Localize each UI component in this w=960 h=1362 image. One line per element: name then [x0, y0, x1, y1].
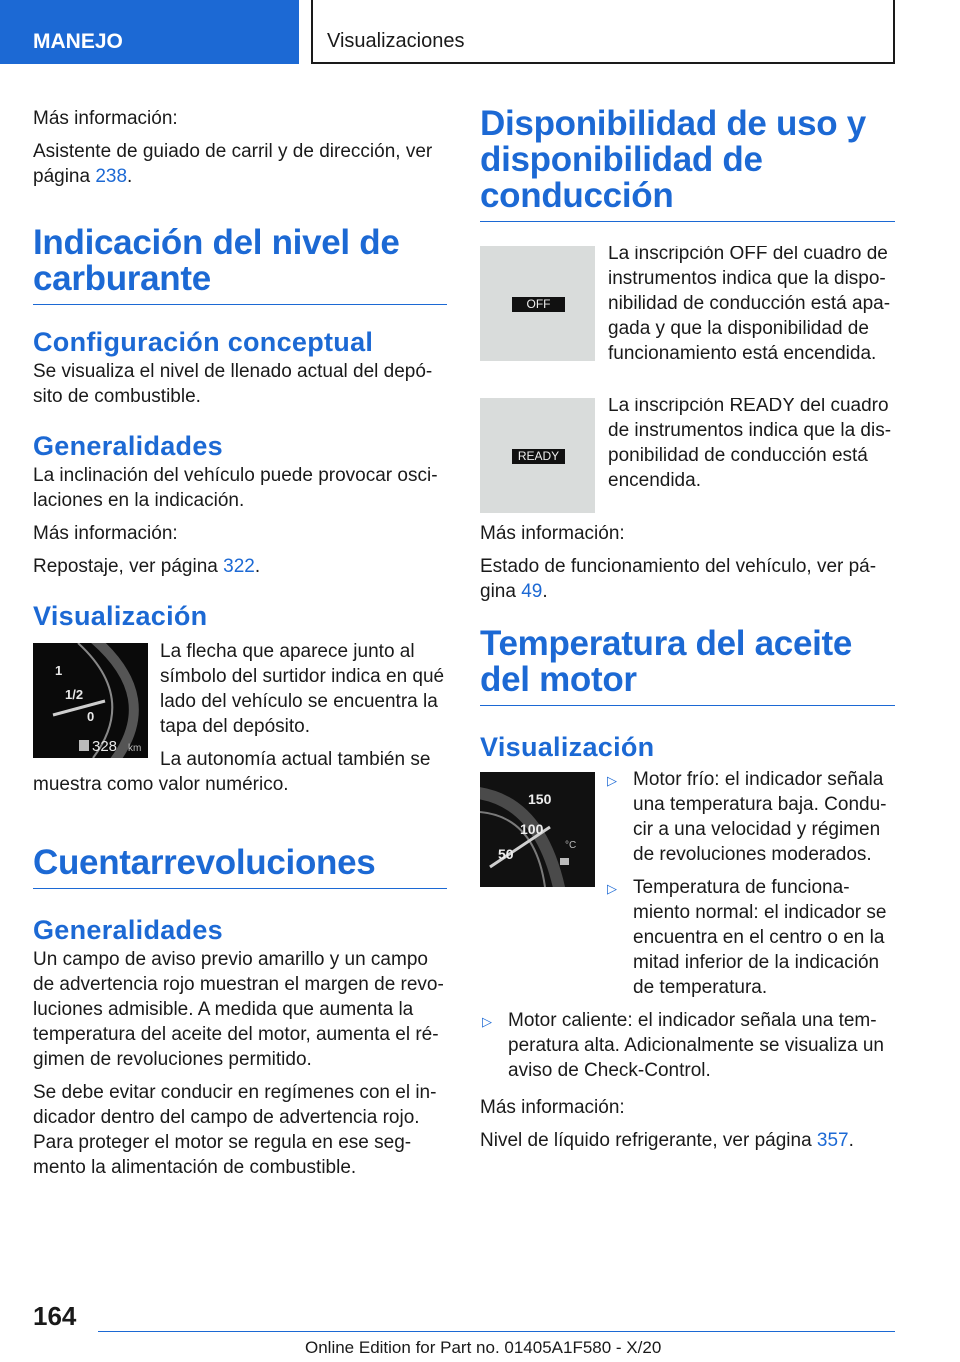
fuel-gauge-image — [33, 643, 148, 758]
off-indicator-image — [480, 246, 595, 361]
coolant-more-label: Más información: — [480, 1097, 625, 1118]
oil-unit: °C — [565, 840, 577, 851]
general-more-label: Más información: — [33, 523, 178, 544]
tachometer-heading: Cuentarrevoluciones — [33, 845, 447, 889]
state-more-text: Estado de funcionamiento del vehículo, ver pá-gina — [480, 556, 877, 602]
more-info-text: Asistente de guiado de carril y de dirección, ver página — [33, 141, 433, 187]
fuel-pump-icon — [79, 740, 89, 751]
tacho-text-1: Un campo de aviso previo amarillo y un campo de advertencia rojo muestran el margen de revo-luciones admisible. A medida que aumenta la temperatura del aceite del motor, aumenta el ré-gimen de revoluciones permitido. — [33, 949, 444, 1070]
general-heading: Generalidades — [33, 431, 223, 461]
display-text-1: La flecha que aparece junto al símbolo del surtidor indica en qué lado del vehículo se encuentra la tapa del depósito. — [160, 641, 445, 737]
bullet-cold-text: Motor frío: el indicador señala una temperatura baja. Condu-cir a una velocidad y régimen de revoluciones moderados. — [633, 770, 887, 865]
oil-gauge-graphic — [480, 772, 595, 887]
more-info-label: Más información: — [33, 108, 178, 129]
coolant-more-text: Nivel de líquido refrigerante, ver página — [480, 1130, 812, 1151]
off-block — [480, 246, 895, 374]
bullet-cold — [605, 770, 895, 867]
oil-can-icon — [560, 858, 569, 865]
state-more-ref: Estado de funcionamiento del vehículo, ver pá-gina 49. — [480, 556, 877, 602]
oil-label-low: 50 — [498, 846, 514, 862]
general-more-text: Repostaje, ver página — [33, 556, 218, 577]
footer-edition: Online Edition for Part no. 01405A1F580 - X/20 — [305, 1338, 662, 1357]
fuel-gauge-graphic — [33, 643, 148, 758]
fuel-range-value: 328 — [92, 738, 118, 755]
oil-label-high: 150 — [528, 791, 552, 807]
oil-display-heading: Visualización — [480, 732, 655, 762]
page-number: 164 — [33, 1301, 77, 1331]
bullet-hot-text: Motor caliente: el indicador señala una tem-peratura alta. Adicionalmente se visualiza un aviso de Check-Control. — [508, 1010, 885, 1081]
oil-temp-heading: Temperatura del aceite del motor — [480, 626, 895, 706]
footer-divider — [98, 1331, 895, 1332]
ready-text: La inscripción READY del cuadro de instrumentos indica que la dis-ponibilidad de conducción está encendida. — [608, 398, 892, 491]
page-link-357[interactable]: 357 — [816, 1130, 849, 1151]
fuel-label-empty: 0 — [87, 709, 95, 724]
more-info-ref: Asistente de guiado de carril y de dirección, ver página 238. — [33, 141, 433, 187]
page-link-322[interactable]: 322 — [223, 556, 255, 577]
left-column — [33, 106, 447, 1188]
oil-bullets-narrow — [605, 770, 895, 1008]
page-link-238[interactable]: 238 — [95, 166, 128, 187]
state-more-label: Más información: — [480, 523, 625, 544]
bullet-normal — [605, 875, 895, 1000]
tacho-general-heading: Generalidades — [33, 915, 223, 945]
fuel-range-unit: km — [128, 743, 142, 754]
fuel-label-full: 1 — [55, 663, 63, 678]
oil-gauge-image — [480, 772, 595, 887]
general-more-ref: Repostaje, ver página 322. — [33, 556, 261, 577]
off-badge: OFF — [512, 297, 565, 312]
right-column — [480, 106, 895, 1161]
oil-label-mid: 100 — [520, 821, 544, 837]
display-text-2: La autonomía actual también se muestra como valor numérico. — [33, 749, 431, 795]
tacho-text-2: Se debe evitar conducir en regímenes con el in-dicador dentro del campo de advertencia rojo. Para proteger el motor se regula en ese seg-mento la alimentación de combustible. — [33, 1082, 437, 1178]
concept-heading: Configuración conceptual — [33, 327, 374, 357]
ready-indicator-image — [480, 398, 595, 513]
coolant-more-ref: Nivel de líquido refrigerante, ver página 357. — [480, 1130, 854, 1151]
oil-block — [480, 770, 895, 1008]
chapter-title: Visualizaciones — [311, 0, 895, 64]
bullet-normal-text: Temperatura de funciona-miento normal: el indicador se encuentra en el centro o en la mitad inferior de la indicación de temperatura. — [633, 877, 887, 998]
section-tab[interactable]: MANEJO — [0, 0, 299, 64]
fuel-label-half: 1/2 — [65, 687, 84, 702]
ready-badge: READY — [512, 449, 565, 464]
page-link-49[interactable]: 49 — [521, 581, 543, 602]
concept-text: Se visualiza el nivel de llenado actual del depó-sito de combustible. — [33, 361, 433, 407]
availability-heading: Disponibilidad de uso y disponibilidad de conducción — [480, 106, 895, 222]
bullet-hot — [480, 1008, 895, 1083]
oil-bullets-wide — [480, 1008, 895, 1083]
ready-block — [480, 398, 895, 513]
triangle-bullet-icon: ▷ — [607, 773, 617, 788]
display-block — [33, 639, 447, 797]
triangle-bullet-icon: ▷ — [607, 881, 617, 896]
fuel-level-heading: Indicación del nivel de carburante — [33, 225, 447, 305]
general-text: La inclinación del vehículo puede provocar osci-laciones en la indicación. — [33, 465, 438, 511]
display-heading: Visualización — [33, 601, 208, 631]
triangle-bullet-icon: ▷ — [482, 1014, 492, 1029]
off-text: La inscripción OFF del cuadro de instrumentos indica que la dispo-nibilidad de conducción está apa-gada y que la disponibilidad de funcionamiento está encendida. — [608, 246, 891, 364]
